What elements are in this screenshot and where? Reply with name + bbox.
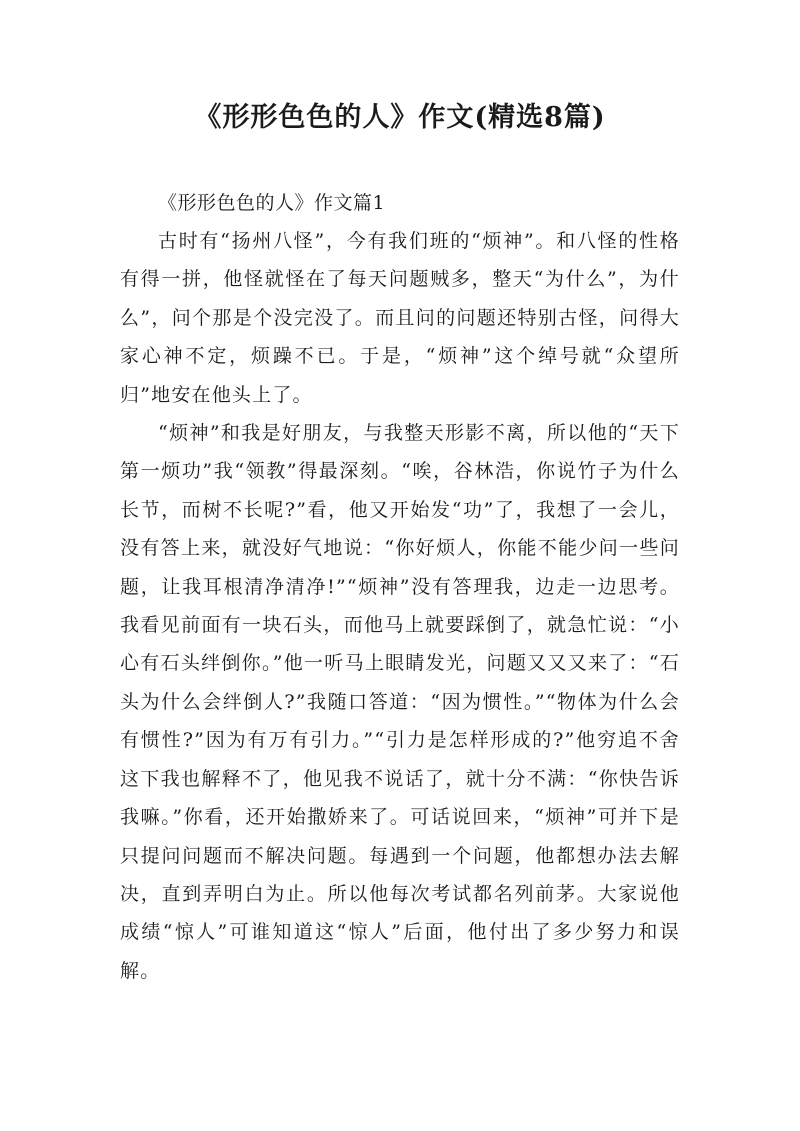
document-title: 《形形色色的人》作文(精选8篇) [194,102,606,133]
paragraph-2: “烦神”和我是好朋友，与我整天形影不离，所以他的“天下第一烦功”我“领教”得最深刻。“唉，谷林浩，你说竹子为什么长节，而树不长呢?”看，他又开始发“功”了，我想了一会儿，没有答上来，就没好气地说：“你好烦人，你能不能少问一些问题，让我耳根清净清净!”“烦神”没有答理我，边走一边思考。我看见前面有一块石头，而他马上就要踩倒了，就急忙说：“小心有石头绊倒你。”他一听马上眼睛发光，问题又又又来了：“石头为什么会绊倒人?”我随口答道：“因为惯性。”“物体为什么会有惯性?”因为有万有引力。”“引力是怎样形成的?”他穷追不舍这下我也解释不了，他见我不说话了，就十分不满：“你快告诉我嘛。”你看，还开始撒娇来了。可话说回来，“烦神”可并下是只提问问题而不解决问题。每遇到一个问题，他都想办法去解决，直到弄明白为止。所以他每次考试都名列前茅。大家说他成绩“惊人”可谁知道这“惊人”后面，他付出了多少努力和误解。 [120,422,680,982]
paragraph-1: 古时有“扬州八怪”，今有我们班的“烦神”。和八怪的性格有得一拼，他怪就怪在了每天问题贼多，整天“为什么”，为什么”，问个那是个没完没了。而且问的问题还特别古怪，问得大家心神不定，烦躁不已。于是，“烦神”这个绰号就“众望所归”地安在他头上了。 [120,230,680,406]
document-body [120,184,680,990]
section-heading: 《形形色色的人》作文篇1 [158,192,386,214]
